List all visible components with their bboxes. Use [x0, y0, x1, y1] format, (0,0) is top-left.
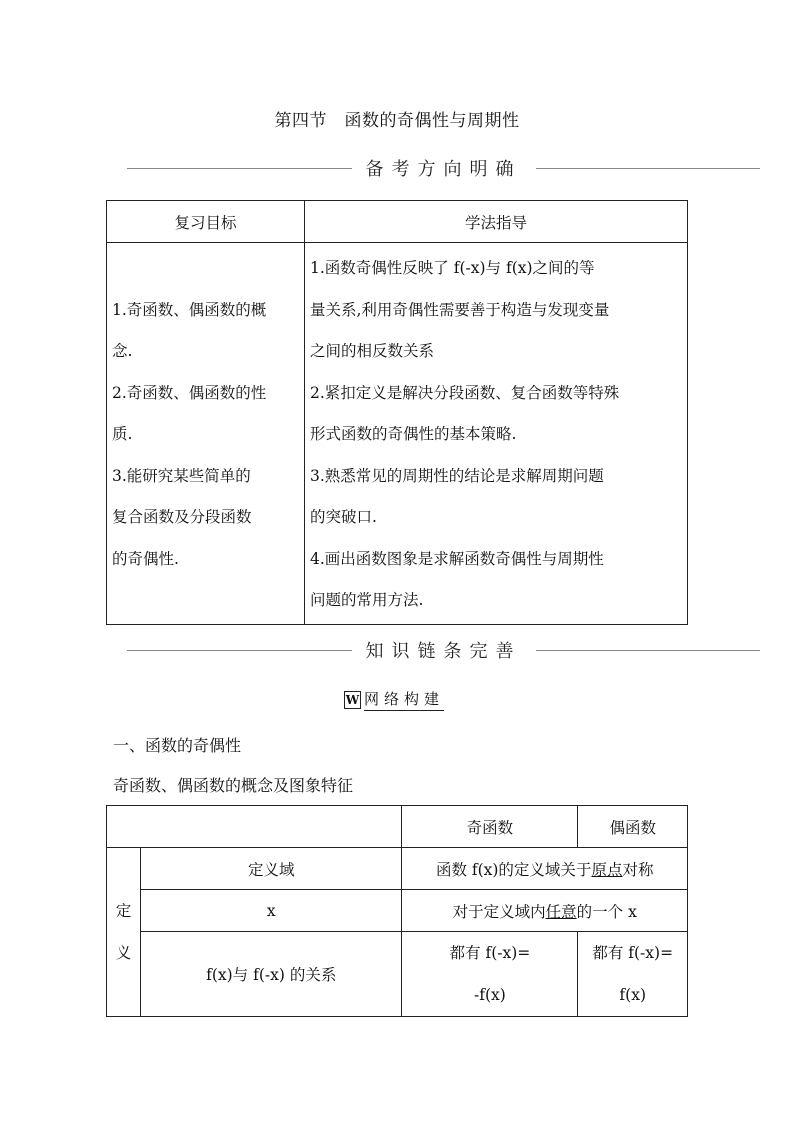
banner-rule-right — [536, 650, 761, 651]
page-title: 第四节 函数的奇偶性与周期性 — [274, 111, 520, 131]
domain-desc-text: 函数 f(x)的定义域关于 — [435, 860, 592, 879]
guide-line: 形式函数的奇偶性的基本策略. — [310, 425, 517, 443]
section-heading: 一、函数的奇偶性 — [113, 736, 242, 755]
header-guides: 学法指导 — [305, 201, 688, 243]
domain-desc — [402, 848, 688, 890]
study-goals-table — [106, 200, 688, 625]
corner-cell — [107, 806, 402, 848]
goal-line: 的奇偶性. — [112, 549, 179, 568]
guide-line: 3.熟悉常见的周期性的结论是求解周期问题 — [310, 466, 604, 485]
guide-line: 4.画出函数图象是求解函数奇偶性与周期性 — [310, 549, 604, 568]
network-heading-label: 网络构建 — [364, 688, 444, 711]
domain-desc-text: 对称 — [622, 860, 654, 879]
banner-text: 备考方向明确 — [365, 159, 522, 180]
section-subheading: 奇函数、偶函数的概念及图象特征 — [113, 776, 354, 795]
guide-line: 1.函数奇偶性反映了 f(-x)与 f(x)之间的等 — [310, 259, 595, 277]
banner-rule-right — [536, 168, 761, 169]
parity-definition-table — [106, 805, 688, 1017]
x-desc-text: 对于定义域内 — [452, 902, 546, 921]
x-desc-text: 的一个 x — [576, 902, 637, 921]
guide-line: 量关系,利用奇偶性需要善于构造与发现变量 — [310, 300, 610, 319]
section-banner-preparation — [127, 153, 760, 183]
guide-line: 问题的常用方法. — [310, 591, 424, 609]
section-banner-knowledge — [127, 635, 760, 665]
row-group-definition — [107, 848, 141, 1017]
even-relation-line: 都有 f(-x)= — [592, 944, 674, 962]
goal-line: 复合函数及分段函数 — [112, 508, 252, 526]
w-logo-icon: W — [345, 692, 360, 707]
header-goals: 复习目标 — [107, 201, 305, 243]
row-label-domain: 定义域 — [141, 848, 402, 890]
x-desc — [402, 890, 688, 932]
row-label-relation: f(x)与 f(-x) 的关系 — [141, 932, 402, 1017]
network-heading — [344, 688, 444, 711]
goal-line: 念. — [112, 342, 133, 360]
row-group-char: 定 — [115, 902, 132, 920]
odd-relation-line: -f(x) — [474, 986, 506, 1004]
goal-line: 1.奇函数、偶函数的概 — [112, 300, 267, 319]
domain-desc-underlined: 原点 — [591, 860, 623, 879]
guide-line: 之间的相反数关系 — [310, 342, 435, 360]
goal-line: 质. — [112, 425, 133, 443]
guides-cell — [305, 243, 688, 625]
row-label-x: x — [141, 890, 402, 932]
header-even: 偶函数 — [578, 806, 688, 848]
even-relation-line: f(x) — [619, 986, 646, 1004]
goal-line: 3.能研究某些简单的 — [112, 466, 251, 485]
guide-line: 的突破口. — [310, 508, 377, 526]
banner-rule-left — [127, 168, 352, 169]
goal-line: 2.奇函数、偶函数的性 — [112, 383, 267, 402]
banner-rule-left — [127, 650, 352, 651]
row-group-char: 义 — [115, 944, 132, 962]
odd-relation-line: 都有 f(-x)= — [449, 944, 531, 962]
x-desc-underlined: 任意 — [545, 902, 577, 921]
guide-line: 2.紧扣定义是解决分段函数、复合函数等特殊 — [310, 383, 620, 402]
odd-relation — [402, 932, 578, 1017]
goals-cell — [107, 243, 305, 625]
banner-text: 知识链条完善 — [365, 641, 522, 662]
header-odd: 奇函数 — [402, 806, 578, 848]
even-relation — [578, 932, 688, 1017]
